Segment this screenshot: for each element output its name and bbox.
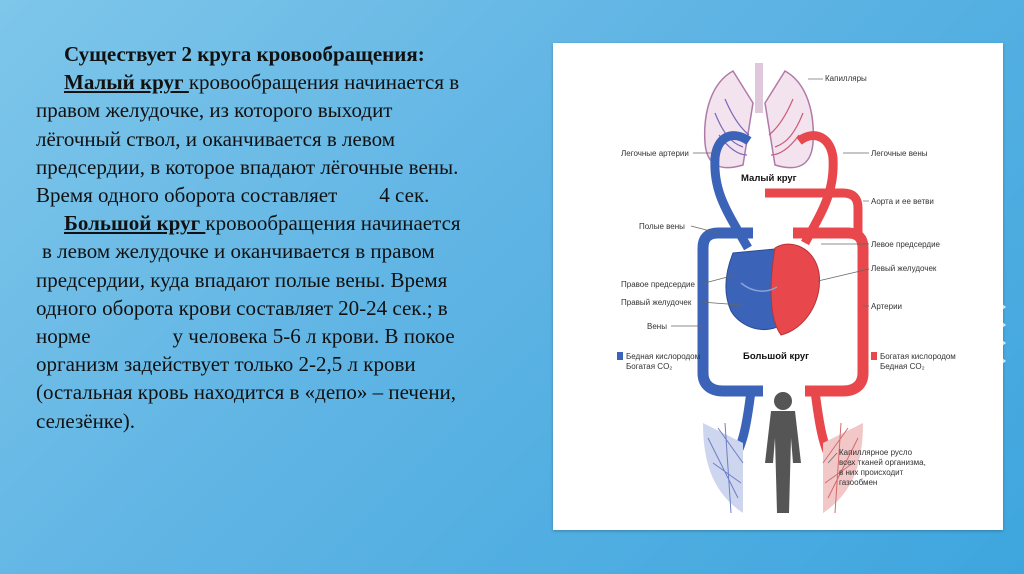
small-circle-line-3: лёгочный ствол, и оканчивается в левом [36,126,396,151]
label-right-ventricle: Правый желудочек [621,298,692,307]
capillary-bed-line1: Капиллярное русло [839,448,913,457]
lungs [705,63,814,168]
text-span: у человека 5-6 л крови. В покое [172,324,455,349]
label-arteries: Артерии [871,302,903,311]
legend-blue-line1: Бедная кислородом [626,352,701,361]
label-left-ventricle: Левый желудочек [871,264,937,273]
legend-red-swatch [871,352,877,360]
big-circle-line-1 [36,209,546,237]
capillary-bed-line2: всех тканей организма, [839,458,926,467]
big-circle-line-2: в левом желудочке и оканчивается в правом [42,239,435,264]
small-circle-line-4: предсердии, в которое впадают лёгочные вены. [36,154,459,179]
capillary-bed-line3: в них происходит [839,468,904,477]
label-left-atrium: Левое предсердие [871,240,941,249]
label-capillaries: Капилляры [825,74,867,83]
big-circle-line-4: одного оборота крови составляет 20-24 сек.; в [36,295,448,320]
label-veins: Вены [647,322,667,331]
small-circle-line-1 [36,68,546,96]
label-right-atrium: Правое предсердие [621,280,695,289]
human-silhouette [765,392,801,513]
capillary-bed-line4: газообмен [839,478,878,487]
big-circle-line-5 [36,322,546,350]
small-circle-line-5 [36,181,546,209]
text-span: кровообращения начинается [205,211,461,236]
circulation-diagram [553,43,1003,530]
heading: Существует 2 круга кровообращения: [64,42,425,66]
legend-blue-swatch [617,352,623,360]
label-pulmonary-veins: Легочные вены [871,149,928,158]
big-circle-title: Большой круг [64,211,206,236]
text-span: кровообращения начинается в [188,70,460,95]
big-circle-line-8: селезёнке). [36,408,136,433]
big-circle-line-3: предсердии, куда впадают полые вены. Время [36,267,448,292]
legend-blue-line2: Богатая CO₂ [626,362,673,371]
text-span: Время одного оборота составляет [36,183,338,208]
text-span: 4 сек. [379,183,430,208]
small-circle-line-2: правом желудочке, из которого выходит [36,98,393,123]
legend-red-line2: Бедная CO₂ [880,362,925,371]
text-span: норме [36,324,91,349]
big-circle-line-7: (остальная кровь находится в «депо» – печени, [36,380,457,405]
legend-red-line1: Богатая кислородом [880,352,956,361]
label-aorta: Аорта и ее ветви [871,197,934,206]
label-big-circle: Большой круг [743,351,810,362]
big-circle-line-6: организм задействует только 2-2,5 л крови [36,352,416,377]
small-circle-title: Малый круг [64,70,189,95]
label-pulmonary-arteries: Легочные артерии [621,149,689,158]
heart [726,244,820,335]
slide-text [36,40,546,435]
label-small-circle: Малый круг [741,173,797,184]
slide-decoration [1002,0,1016,574]
diagram-svg [553,43,1003,530]
label-vena-cava: Полые вены [639,222,685,231]
